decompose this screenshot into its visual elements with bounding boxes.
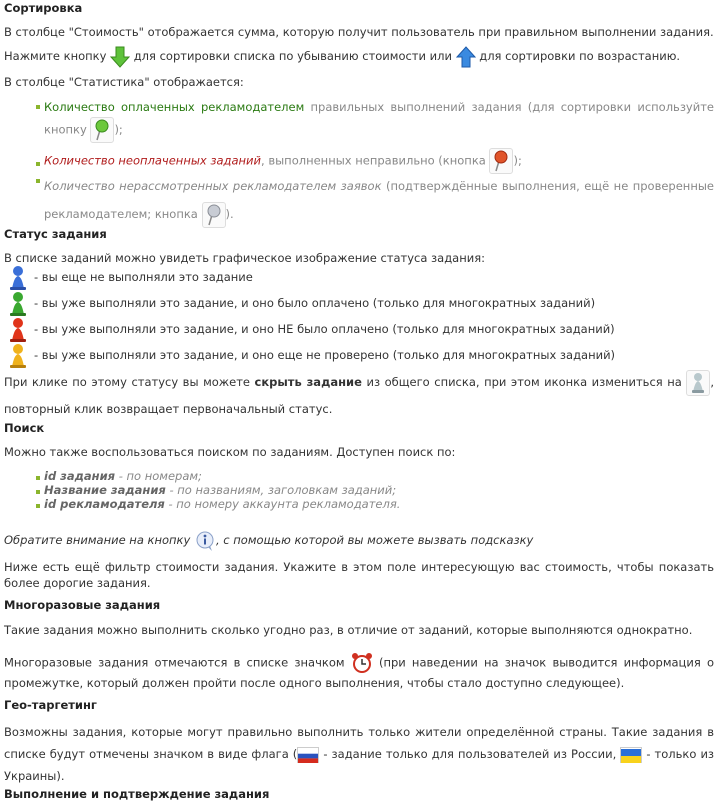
bullet-icon bbox=[36, 179, 40, 183]
search-item: id рекламодателя - по номеру аккаунта рекламодателя. bbox=[44, 497, 401, 511]
bullet-icon bbox=[36, 476, 40, 480]
gray-pin-icon[interactable] bbox=[202, 202, 226, 228]
multi-paragraph-1: Такие задания можно выполнить сколько угодно раз, в отличие от заданий, которые выполняются однократно. bbox=[4, 623, 693, 637]
status-click-paragraph: При клике по этому статусу вы можете скрыть задание из общего списка, при этом иконка измениться на , повторный клик возвращает первоначальный статус. bbox=[4, 369, 714, 422]
sort-desc-arrow-icon[interactable] bbox=[110, 46, 130, 68]
sort-paragraph-1: В столбце "Стоимость" отображается сумма, которую получит пользователь при правильном выполнении задания. bbox=[4, 25, 714, 39]
yellow-pawn-icon bbox=[6, 343, 30, 369]
search-note: Обратите внимание на кнопку , с помощью которой вы можете вызвать подсказку bbox=[4, 528, 714, 552]
stat-item-paid: Количество оплаченных рекламодателем правильных выполнений задания (для сортировки используйте кнопку ); bbox=[44, 98, 714, 143]
search-item: id задания - по номерам; bbox=[44, 469, 202, 483]
bullet-icon bbox=[36, 105, 40, 109]
section-title-status: Статус задания bbox=[4, 227, 107, 241]
search-item: Название задания - по названиям, заголовкам заданий; bbox=[44, 483, 397, 497]
section-title-geo: Гео-таргетинг bbox=[4, 698, 97, 712]
status-item: - вы уже выполняли это задание, и оно было оплачено (только для многократных заданий) bbox=[34, 296, 596, 310]
status-intro: В списке заданий можно увидеть графическое изображение статуса задания: bbox=[4, 251, 486, 265]
ukraine-flag-icon bbox=[620, 747, 642, 763]
red-pawn-icon bbox=[6, 317, 30, 343]
alarm-clock-icon bbox=[351, 652, 373, 674]
search-intro: Можно также воспользоваться поиском по заданиям. Доступен поиск по: bbox=[4, 445, 456, 459]
stat-item-pending: Количество нерассмотренных рекламодателем заявок (подтверждённые выполнения, ещё не проверенные рекламодателем; кнопка ). bbox=[44, 172, 714, 228]
info-icon[interactable] bbox=[194, 530, 216, 552]
bullet-icon bbox=[36, 504, 40, 508]
status-item: - вы уже выполняли это задание, и оно НЕ было оплачено (только для многократных заданий) bbox=[34, 322, 615, 336]
russia-flag-icon bbox=[297, 747, 319, 763]
sort-asc-arrow-icon[interactable] bbox=[456, 46, 476, 68]
sort-paragraph-2: Нажмите кнопку для сортировки списка по убыванию стоимости или для сортировки по возрастанию. bbox=[4, 44, 714, 68]
sort-paragraph-3: В столбце "Статистика" отображается: bbox=[4, 75, 244, 89]
status-item: - вы еще не выполняли это задание bbox=[34, 270, 253, 284]
geo-paragraph: Возможны задания, которые могут правильно выполнить только жители определённой страны. Такие задания в списке будут отмечены значком в виде флага ( - задание только для пользователей из России, - только из Украины). bbox=[4, 725, 715, 783]
section-title-search: Поиск bbox=[4, 421, 45, 435]
bullet-icon bbox=[36, 162, 40, 166]
status-item: - вы уже выполняли это задание, и оно еще не проверено (только для многократных заданий) bbox=[34, 348, 616, 362]
stat-item-unpaid: Количество неоплаченных заданий, выполненных неправильно (кнопка ); bbox=[44, 148, 714, 174]
red-pin-icon[interactable] bbox=[489, 148, 513, 174]
multi-paragraph-2: Многоразовые задания отмечаются в списке значком (при наведении на значок выводится информация о промежутке, который должен пройти после одного выполнения, чтобы стало доступно следующее). bbox=[4, 652, 714, 693]
gray-pawn-icon[interactable] bbox=[686, 370, 710, 396]
bullet-icon bbox=[36, 490, 40, 494]
section-title-confirm: Выполнение и подтверждение задания bbox=[4, 787, 270, 801]
green-pin-icon[interactable] bbox=[90, 117, 114, 143]
blue-pawn-icon bbox=[6, 265, 30, 291]
search-filter-paragraph: Ниже есть ещё фильтр стоимости задания. Укажите в этом поле интересующую вас стоимость, чтобы показать более дорогие задания. bbox=[4, 560, 714, 590]
green-pawn-icon bbox=[6, 291, 30, 317]
section-title-multi: Многоразовые задания bbox=[4, 598, 161, 612]
section-title-sort: Сортировка bbox=[4, 1, 83, 15]
